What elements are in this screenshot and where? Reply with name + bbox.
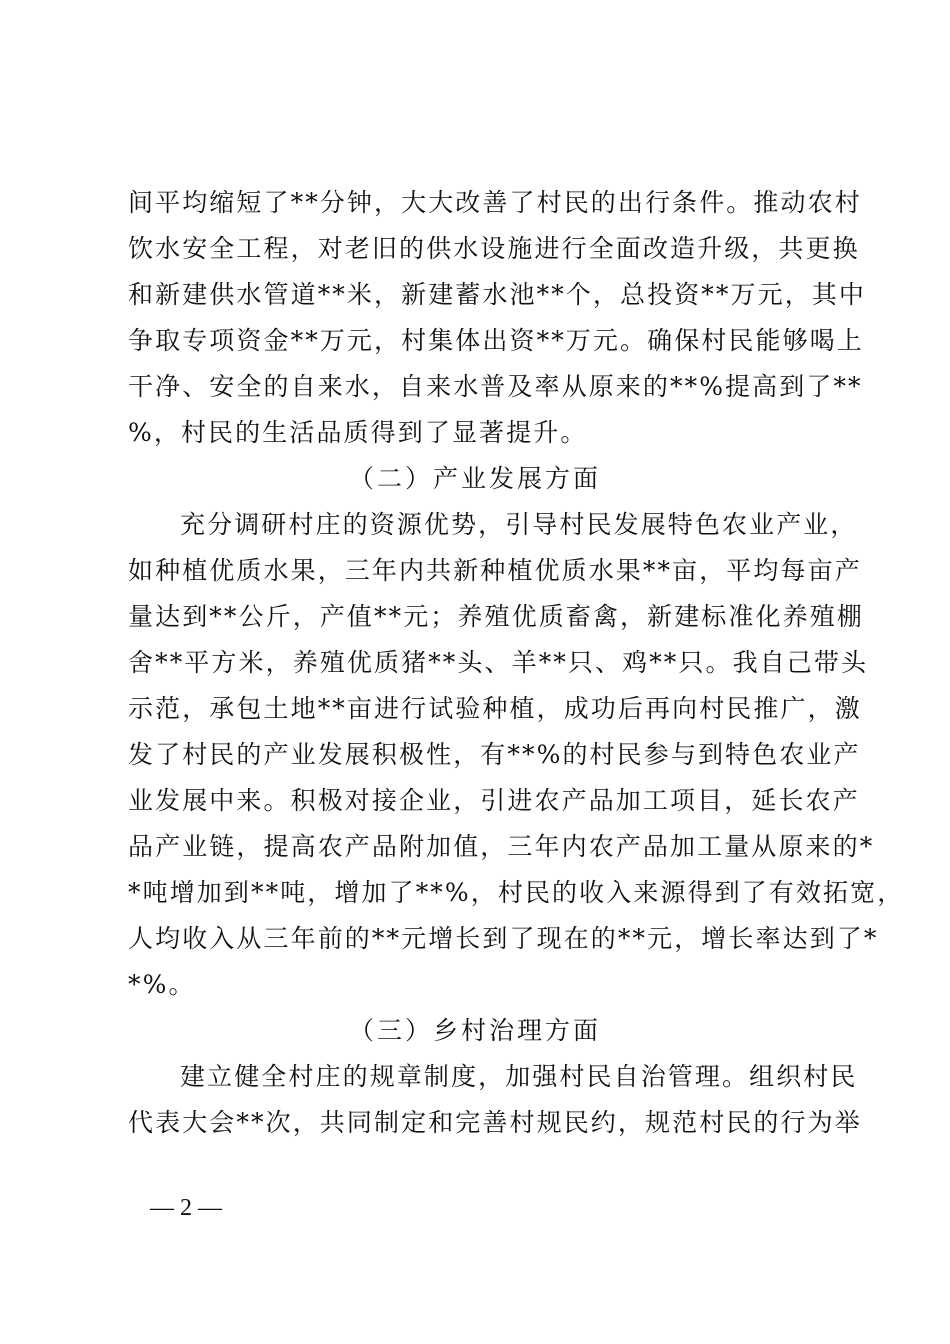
paragraph-line: 饮水安全工程，对老旧的供水设施进行全面改造升级，共更换 xyxy=(128,234,860,263)
paragraph-line: 舍**平方米，养殖优质猪**头、羊**只、鸡**只。我自己带头 xyxy=(128,648,869,677)
paragraph-line: 和新建供水管道**米，新建蓄水池**个，总投资**万元，其中 xyxy=(128,280,867,309)
paragraph-line: 代表大会**次，共同制定和完善村规民约，规范村民的行为举 xyxy=(128,1108,862,1137)
paragraph-line: 充分调研村庄的资源优势，引导村民发展特色农业产业， xyxy=(180,510,858,539)
paragraph-line: 干净、安全的自来水，自来水普及率从原来的**%提高到了** xyxy=(128,372,863,401)
paragraph-line: 人均收入从三年前的**元增长到了现在的**元，增长率达到了* xyxy=(128,924,879,953)
paragraph-line: 发了村民的产业发展积极性，有**%的村民参与到特色农业产 xyxy=(128,740,861,769)
paragraph-line: 如种植优质水果，三年内共新种植优质水果**亩，平均每亩产 xyxy=(128,556,862,585)
paragraph-line: 间平均缩短了**分钟，大大改善了村民的出行条件。推动农村 xyxy=(128,188,862,217)
paragraph-line: *%。 xyxy=(128,970,196,999)
page-number: — 2 — xyxy=(150,1195,222,1221)
paragraph-line: %，村民的生活品质得到了显著提升。 xyxy=(128,418,588,447)
paragraph-line: 建立健全村庄的规章制度，加强村民自治管理。组织村民 xyxy=(180,1062,858,1091)
paragraph-line: 示范，承包土地**亩进行试验种植，成功后再向村民推广，激 xyxy=(128,694,862,723)
paragraph-line: 量达到**公斤，产值**元；养殖优质畜禽，新建标准化养殖棚 xyxy=(128,602,864,631)
section-heading-industry: （二）产业发展方面 xyxy=(348,464,601,493)
paragraph-line: 业发展中来。积极对接企业，引进农产品加工项目，延长农产 xyxy=(128,786,860,815)
document-body xyxy=(128,180,905,1146)
paragraph-line: 争取专项资金**万元，村集体出资**万元。确保村民能够喝上 xyxy=(128,326,864,355)
section-heading-governance: （三）乡村治理方面 xyxy=(348,1016,601,1045)
paragraph-line: *吨增加到**吨，增加了**%，村民的收入来源得到了有效拓宽， xyxy=(128,878,905,907)
paragraph-line: 品产业链，提高农产品附加值，三年内农产品加工量从原来的* xyxy=(128,832,875,861)
